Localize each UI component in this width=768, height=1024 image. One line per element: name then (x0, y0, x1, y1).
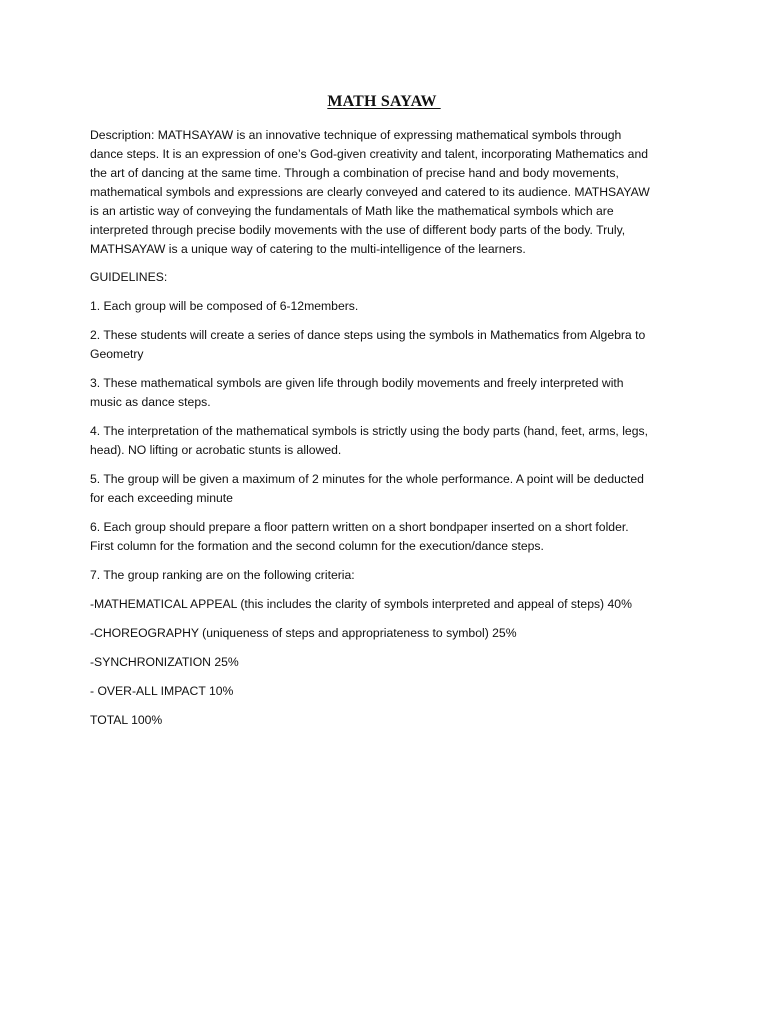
guideline-item (90, 470, 690, 508)
description-line: the art of dancing at the same time. Through a combination of precise hand and body movements, (90, 166, 619, 180)
guideline-item (90, 374, 690, 412)
description-line: Description: MATHSAYAW is an innovative technique of expressing mathematical symbols through (90, 128, 622, 142)
guideline-line: 2. These students will create a series of dance steps using the symbols in Mathematics from Algebra to (90, 328, 646, 342)
guideline-line: 1. Each group will be composed of 6-12members. (90, 299, 359, 313)
guideline-item (90, 297, 690, 316)
total-line: TOTAL 100% (90, 713, 163, 727)
guideline-line: 3. These mathematical symbols are given life through bodily movements and freely interpreted with (90, 376, 624, 390)
document-title (0, 93, 768, 111)
guideline-line: Geometry (90, 347, 144, 361)
guideline-line: music as dance steps. (90, 395, 211, 409)
description-line: dance steps. It is an expression of one’s God-given creativity and talent, incorporating Mathematics and (90, 147, 649, 161)
guideline-item (90, 326, 690, 364)
criteria-item: -SYNCHRONIZATION 25% (90, 655, 239, 669)
guideline-item (90, 422, 690, 460)
guideline-line: First column for the formation and the second column for the execution/dance steps. (90, 539, 544, 553)
guideline-item (90, 518, 690, 556)
document-body (90, 126, 690, 740)
guideline-line: 6. Each group should prepare a floor pattern written on a short bondpaper inserted on a short folder. (90, 520, 629, 534)
description-paragraph (90, 126, 690, 259)
criteria-item: - OVER-ALL IMPACT 10% (90, 684, 234, 698)
guidelines-heading: GUIDELINES: (90, 270, 168, 284)
guideline-line: 5. The group will be given a maximum of 2 minutes for the whole performance. A point will be deducted (90, 472, 644, 486)
description-line: mathematical symbols and expressions are clearly conveyed and catered to its audience. MATHSAYAW (90, 185, 650, 199)
criteria-item: -MATHEMATICAL APPEAL (this includes the clarity of symbols interpreted and appeal of steps) 40% (90, 597, 632, 611)
description-line: is an artistic way of conveying the fundamentals of Math like the mathematical symbols which are (90, 204, 614, 218)
criteria-item: -CHOREOGRAPHY (uniqueness of steps and appropriateness to symbol) 25% (90, 626, 517, 640)
description-line: MATHSAYAW is a unique way of catering to the multi-intelligence of the learners. (90, 242, 526, 256)
guideline-line: 7. The group ranking are on the following criteria: (90, 568, 355, 582)
document-title-text: MATH SAYAW (327, 93, 441, 110)
guideline-line: head). NO lifting or acrobatic stunts is allowed. (90, 443, 342, 457)
description-line: interpreted through precise bodily movements with the use of different body parts of the body. Truly, (90, 223, 626, 237)
guideline-line: for each exceeding minute (90, 491, 233, 505)
guideline-item (90, 566, 690, 585)
guideline-line: 4. The interpretation of the mathematical symbols is strictly using the body parts (hand, feet, arms, legs, (90, 424, 648, 438)
